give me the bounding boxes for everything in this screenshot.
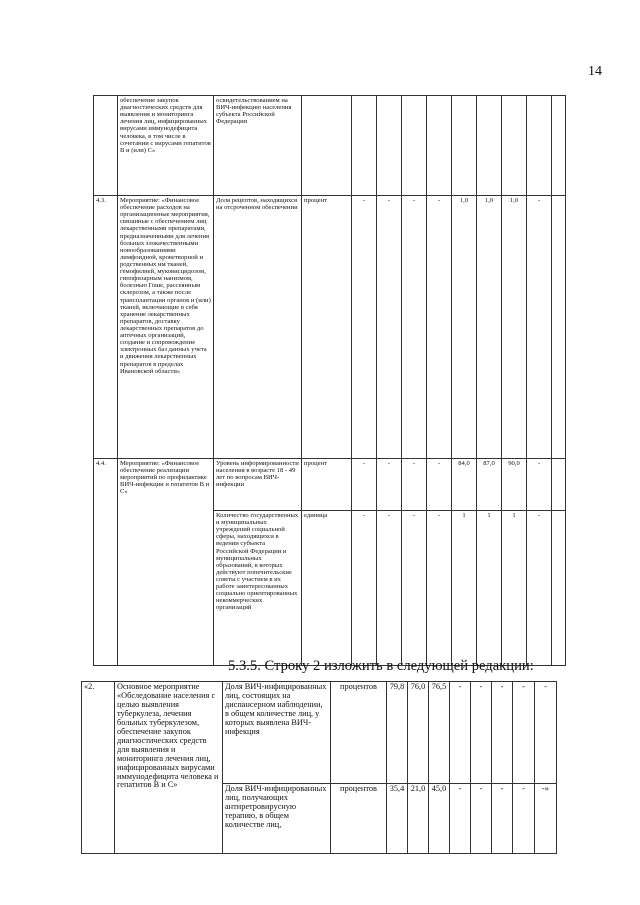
value-cell xyxy=(527,96,552,196)
value-cell: 76,0 xyxy=(408,682,429,784)
row-number-cell: 4.4. xyxy=(94,459,118,666)
value-cell: 79,8 xyxy=(387,682,408,784)
value-cell: - xyxy=(427,459,452,511)
event-cell: Мероприятие: «Финансовое обеспечение реализации мероприятий по профилактике ВИЧ-инфекции и гепатитов В и С» xyxy=(118,459,214,666)
value-cell: -» xyxy=(535,784,557,854)
value-cell: - xyxy=(513,784,535,854)
table-row xyxy=(94,96,566,196)
value-cell xyxy=(552,96,566,196)
value-cell: - xyxy=(352,459,377,511)
value-cell: - xyxy=(471,784,492,854)
value-cell: - xyxy=(527,459,552,511)
value-cell: - xyxy=(402,196,427,459)
value-cell xyxy=(427,96,452,196)
value-cell: 1,0 xyxy=(502,196,527,459)
indicator-cell: Доля рецептов, находящихся на отсроченном обеспечении xyxy=(214,196,302,459)
value-cell: 87,0 xyxy=(477,459,502,511)
value-cell: 1 xyxy=(502,511,527,666)
value-cell: - xyxy=(377,459,402,511)
program-table-row-2 xyxy=(81,681,557,854)
value-cell xyxy=(352,96,377,196)
unit-cell: процентов xyxy=(331,682,387,784)
indicator-cell: Доля ВИЧ-инфицированных лиц, получающих антиретровирусную терапию, в общем количестве лиц, xyxy=(223,784,331,854)
table-row xyxy=(94,459,566,511)
value-cell: 1,0 xyxy=(452,196,477,459)
unit-cell: процент xyxy=(302,196,352,459)
amendment-heading: 5.3.5. Строку 2 изложить в следующей редакции: xyxy=(228,658,534,674)
value-cell xyxy=(502,96,527,196)
unit-cell xyxy=(302,96,352,196)
value-cell: - xyxy=(427,511,452,666)
value-cell: - xyxy=(450,784,471,854)
indicator-cell: Уровень информированности населения в возрасте 18 - 49 лет по вопросам ВИЧ-инфекции xyxy=(214,459,302,511)
row-number-cell: «2. xyxy=(82,682,115,854)
value-cell: - xyxy=(352,511,377,666)
row-number-cell xyxy=(94,96,118,196)
value-cell: - xyxy=(471,682,492,784)
indicator-cell: Доля ВИЧ-инфицированных лиц, состоящих на диспансерном наблюдении, в общем количестве лиц, у которых выявлена ВИЧ-инфекция xyxy=(223,682,331,784)
value-cell: - xyxy=(527,511,552,666)
value-cell: - xyxy=(402,511,427,666)
program-table-continued xyxy=(93,95,566,666)
value-cell: - xyxy=(492,682,513,784)
page-number: 14 xyxy=(588,64,602,79)
value-cell: - xyxy=(402,459,427,511)
table-row xyxy=(82,682,557,784)
unit-cell: процентов xyxy=(331,784,387,854)
value-cell xyxy=(377,96,402,196)
value-cell: - xyxy=(492,784,513,854)
value-cell: - xyxy=(377,511,402,666)
value-cell xyxy=(552,511,566,666)
value-cell: 21,0 xyxy=(408,784,429,854)
value-cell: - xyxy=(513,682,535,784)
value-cell xyxy=(552,459,566,511)
unit-cell: процент xyxy=(302,459,352,511)
value-cell: - xyxy=(352,196,377,459)
value-cell: 1 xyxy=(477,511,502,666)
value-cell: - xyxy=(535,682,557,784)
indicator-cell: освидетельствованием на ВИЧ-инфекцию населения субъекта Российской Федерации xyxy=(214,96,302,196)
table-row xyxy=(94,196,566,459)
value-cell: 35,4 xyxy=(387,784,408,854)
row-number-cell: 4.3. xyxy=(94,196,118,459)
value-cell xyxy=(552,196,566,459)
event-cell: Основное мероприятие «Обследование населения с целью выявления туберкулеза, лечения больных туберкулезом, обеспечение закупок диагностических средств для выявления и мониторинга лечения лиц, инфицированных вирусами иммунодефицита человека и гепатитов В и С» xyxy=(115,682,223,854)
unit-cell: единица xyxy=(302,511,352,666)
indicator-cell: Количество государственных и муниципальных учреждений социальной сферы, находящихся в ведении субъекта Российской Федерации и муниципальных образований, в которых действуют попечительские советы с участием в их работе заинтересованных социально ориентированных некоммерческих организаций xyxy=(214,511,302,666)
value-cell: - xyxy=(527,196,552,459)
value-cell: 45,0 xyxy=(429,784,450,854)
value-cell xyxy=(402,96,427,196)
value-cell: 84,0 xyxy=(452,459,477,511)
event-cell: обеспечение закупок диагностических средств для выявления и мониторинга лечения лиц, инфицированных вирусами иммунодефицита человека, в том числе в сочетании с вирусами гепатитов В и (или) С» xyxy=(118,96,214,196)
value-cell: 90,0 xyxy=(502,459,527,511)
event-cell: Мероприятие: «Финансовое обеспечение расходов на организационные мероприятия, связанные с обеспечением лиц лекарственными препаратами, предназначенными для лечения больных злокачественными новообразованиями лимфоидной, кроветворной и родственных им тканей, гемофилией, муковисцидозом, гипофизарным нанизмом, болезнью Гоше, рассеянным склерозом, а также после трансплантации органов и (или) тканей, включающие в себя хранение лекарственных препаратов, доставку лекарственных препаратов до аптечных организаций, создание и сопровождение электронных баз данных учета и движения лекарственных препаратов в пределах Ивановской области» xyxy=(118,196,214,459)
value-cell: - xyxy=(450,682,471,784)
value-cell xyxy=(477,96,502,196)
value-cell xyxy=(452,96,477,196)
value-cell: 1 xyxy=(452,511,477,666)
value-cell: 76,5 xyxy=(429,682,450,784)
value-cell: 1,0 xyxy=(477,196,502,459)
value-cell: - xyxy=(427,196,452,459)
value-cell: - xyxy=(377,196,402,459)
